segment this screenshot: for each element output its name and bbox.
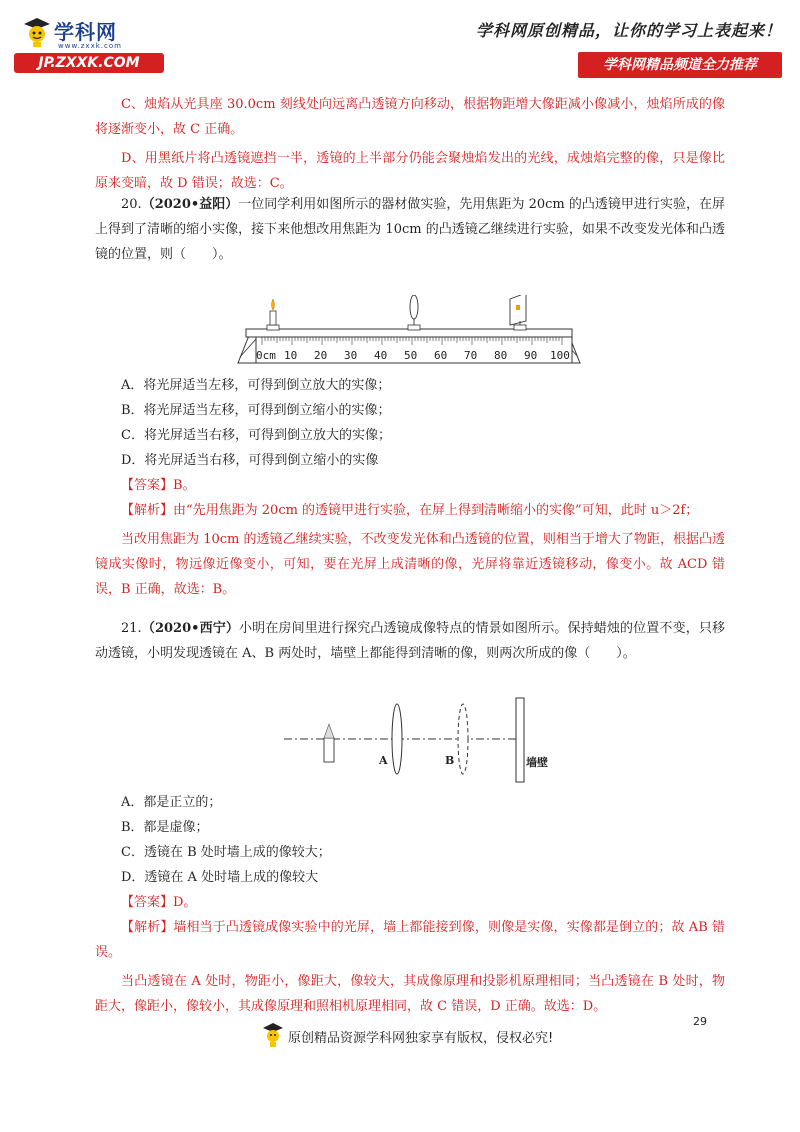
mascot-icon xyxy=(22,16,52,48)
ruler-label-80: 80 xyxy=(494,349,508,362)
explanation-d: D、用黑纸片将凸透镜遮挡一半，透镜的上半部分仍能会聚烛焰发出的光线，成烛焰完整的像，只是像比原来变暗，故 D 错误；故选：C。 xyxy=(95,151,725,191)
option-a[interactable]: A．将光屏适当左移，可得到倒立放大的实像； xyxy=(121,378,391,393)
question-21-options xyxy=(95,790,725,1019)
question-21 xyxy=(95,616,725,666)
question-source: （2020•益阳） xyxy=(141,197,239,212)
option-b[interactable]: B．将光屏适当左移，可得到倒立缩小的实像； xyxy=(121,403,391,418)
ruler-label-40: 40 xyxy=(374,349,388,362)
channel-badge: 学科网精品频道全力推荐 xyxy=(578,52,782,78)
prev-explanation xyxy=(95,92,725,196)
optical-bench-figure xyxy=(236,295,582,367)
question-number: 20. xyxy=(121,197,142,212)
question-20-options xyxy=(95,373,725,602)
ruler-label-30: 30 xyxy=(344,349,358,362)
analysis-20-part2: 当改用焦距为 10cm 的透镜乙继续实验，不改变发光体和凸透镜的位置，则相当于增大了物距，根据凸透镜成实像时，物远像近像变小，可知，要在光屏上成清晰的像，光屏将靠近透镜移动，像变小。故 ACD 错误，B 正确，故选：B。 xyxy=(95,532,725,597)
light-screen xyxy=(510,295,526,330)
ruler-label-0: 0cm xyxy=(256,349,276,362)
option-a[interactable]: A．都是正立的； xyxy=(121,795,222,810)
question-source: （2020•西宁） xyxy=(141,621,240,636)
analysis-20-part1: 【解析】由“先用焦距为 20cm 的透镜甲进行实验，在屏上得到清晰缩小的实像”可知，此时 u＞2f； xyxy=(121,503,699,518)
candle xyxy=(267,299,279,330)
option-d[interactable]: D．将光屏适当右移，可得到倒立缩小的实像 xyxy=(121,453,379,468)
analysis-21-part1: 【解析】墙相当于凸透镜成像实验中的光屏，墙上都能接到像，则像是实像，实像都是倒立的；故 AB 错误。 xyxy=(95,920,725,960)
ruler-label-70: 70 xyxy=(464,349,478,362)
page-number: 29 xyxy=(693,1015,707,1028)
lens-a xyxy=(392,704,402,774)
option-b[interactable]: B．都是虚像； xyxy=(121,820,209,835)
candle-object xyxy=(324,724,334,762)
question-text: 一位同学利用如图所示的器材做实验，先用焦距为 20cm 的凸透镜甲进行实验，在屏上得到了清晰的缩小实像，接下来他想改用焦距为 10cm 的凸透镜乙继续进行实验，如果不改变发光体和凸透镜的位置，则（ ）。 xyxy=(95,197,725,262)
question-21-stem xyxy=(95,616,725,666)
option-c[interactable]: C．将光屏适当右移，可得到倒立放大的实像； xyxy=(121,428,391,443)
convex-lens xyxy=(408,295,420,330)
label-a: A xyxy=(379,754,388,767)
header-slogan: 学科网原创精品，让你的学习上表起来！ xyxy=(475,21,782,40)
ruler-label-10: 10 xyxy=(284,349,298,362)
ruler-label-100: 100 xyxy=(550,349,570,362)
question-text: 小明在房间里进行探究凸透镜成像特点的情景如图所示。保持蜡烛的位置不变，只移动透镜，小明发现透镜在 A、B 两处时，墙壁上都能得到清晰的像，则两次所成的像（ ）。 xyxy=(95,621,725,661)
brand-logo[interactable] xyxy=(14,12,169,74)
lens-b xyxy=(458,704,468,774)
answer-20: 【答案】B。 xyxy=(121,478,196,493)
logo-subtitle: www.zxxk.com xyxy=(58,42,122,50)
answer-21: 【答案】D。 xyxy=(121,895,197,910)
mascot-icon xyxy=(262,1022,284,1048)
explanation-c: C、烛焰从光具座 30.0cm 刻线处向远离凸透镜方向移动，根据物距增大像距减小像减小，烛焰所成的像将逐渐变小，故 C 正确。 xyxy=(95,97,725,137)
page-header xyxy=(14,12,786,92)
label-wall: 墙壁 xyxy=(526,756,548,769)
logo-domain: JP.ZXXK.COM xyxy=(14,53,164,73)
analysis-21-part2: 当凸透镜在 A 处时，物距小，像距大，像较大，其成像原理和投影机原理相同；当凸透镜在 B 处时，物距大，像距小，像较小，其成像原理和照相机原理相同，故 C 错误，D 正确。故选：D。 xyxy=(95,974,725,1014)
copyright-text: 原创精品资源学科网独家享有版权，侵权必究! xyxy=(288,1031,554,1046)
ruler-label-20: 20 xyxy=(314,349,328,362)
ruler-label-60: 60 xyxy=(434,349,448,362)
wall xyxy=(516,698,524,782)
question-20 xyxy=(95,192,725,267)
ruler-label-90: 90 xyxy=(524,349,538,362)
option-c[interactable]: C．透镜在 B 处时墙上成的像较大； xyxy=(121,845,331,860)
ruler-label-50: 50 xyxy=(404,349,418,362)
question-20-stem xyxy=(95,192,725,267)
logo-title: 学科网 xyxy=(54,20,117,44)
label-b: B xyxy=(445,754,455,767)
question-number: 21. xyxy=(121,621,142,636)
option-d[interactable]: D．透镜在 A 处时墙上成的像较大 xyxy=(121,870,319,885)
lens-wall-figure xyxy=(280,690,560,790)
